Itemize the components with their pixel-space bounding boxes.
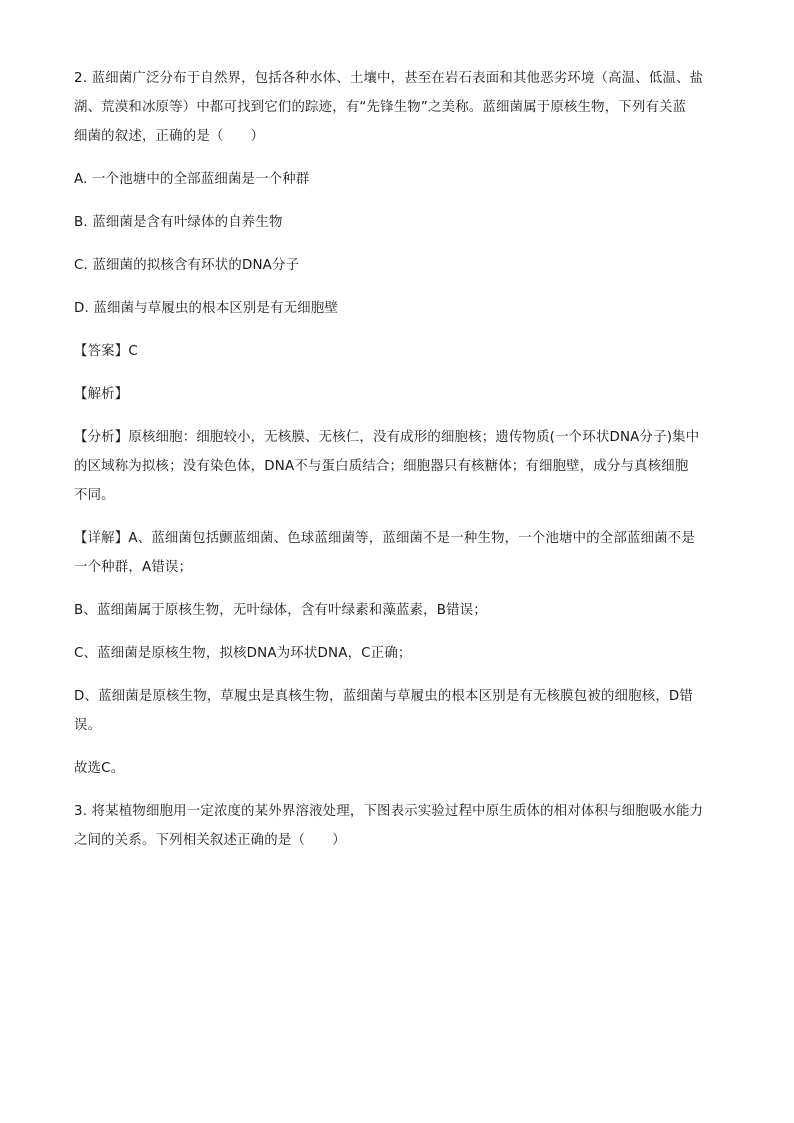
question-2-stem-line-3: 细菌的叙述，正确的是（ ）: [74, 129, 265, 144]
question-3-stem-line-2: 之间的关系。下列相关叙述正确的是（ ）: [74, 833, 346, 848]
detail-c: C、蓝细菌是原核生物，拟核DNA为环状DNA，C正确；: [74, 646, 412, 661]
fenxi-line-3: 不同。: [74, 488, 115, 503]
detail-d: [74, 682, 724, 740]
detail-d-line-2: 误。: [74, 718, 102, 733]
fenxi-line-2: 的区域称为拟核；没有染色体，DNA不与蛋白质结合；细胞器只有核糖体；有细胞壁，成分与真核细胞: [74, 459, 689, 474]
conclusion: 故选C。: [74, 761, 125, 776]
document-page: [74, 64, 724, 855]
detail-d-line-1: D、蓝细菌是原核生物，草履虫是真核生物，蓝细菌与草履虫的根本区别是有无核膜包被的细胞核，D错: [74, 689, 694, 704]
question-2-stem-line-2: 湖、荒漠和冰原等）中都可找到它们的踪迹，有“先锋生物”之美称。蓝细菌属于原核生物，下列有关蓝: [74, 100, 687, 115]
option-b: B. 蓝细菌是含有叶绿体的自养生物: [74, 215, 283, 230]
question-3-stem-line-1: 3. 将某植物细胞用一定浓度的某外界溶液处理，下图表示实验过程中原生质体的相对体积与细胞吸水能力: [74, 804, 704, 819]
analysis-fenxi: [74, 423, 724, 510]
answer-label: 【答案】C: [74, 344, 138, 359]
option-a: A. 一个池塘中的全部蓝细菌是一个种群: [74, 172, 310, 187]
question-3-stem: [74, 797, 724, 855]
detail-a-line-2: 一个种群，A错误；: [74, 560, 193, 575]
analysis-label: 【解析】: [74, 387, 129, 402]
fenxi-line-1: 【分析】原核细胞：细胞较小，无核膜、无核仁，没有成形的细胞核；遗传物质(一个环状DNA分子)集中: [74, 430, 700, 445]
question-2-stem-line-1: 2. 蓝细菌广泛分布于自然界，包括各种水体、土壤中，甚至在岩石表面和其他恶劣环境（高温、低温、盐: [74, 71, 704, 86]
detail-b: B、蓝细菌属于原核生物，无叶绿体，含有叶绿素和藻蓝素，B错误；: [74, 603, 487, 618]
question-2-stem: [74, 64, 724, 151]
option-d: D. 蓝细菌与草履虫的根本区别是有无细胞壁: [74, 301, 339, 316]
option-c: C. 蓝细菌的拟核含有环状的DNA分子: [74, 258, 300, 273]
detail-a-line-1: 【详解】A、蓝细菌包括颤蓝细菌、色球蓝细菌等，蓝细菌不是一种生物，一个池塘中的全部蓝细菌不是: [74, 531, 695, 546]
detail-a: [74, 524, 724, 582]
